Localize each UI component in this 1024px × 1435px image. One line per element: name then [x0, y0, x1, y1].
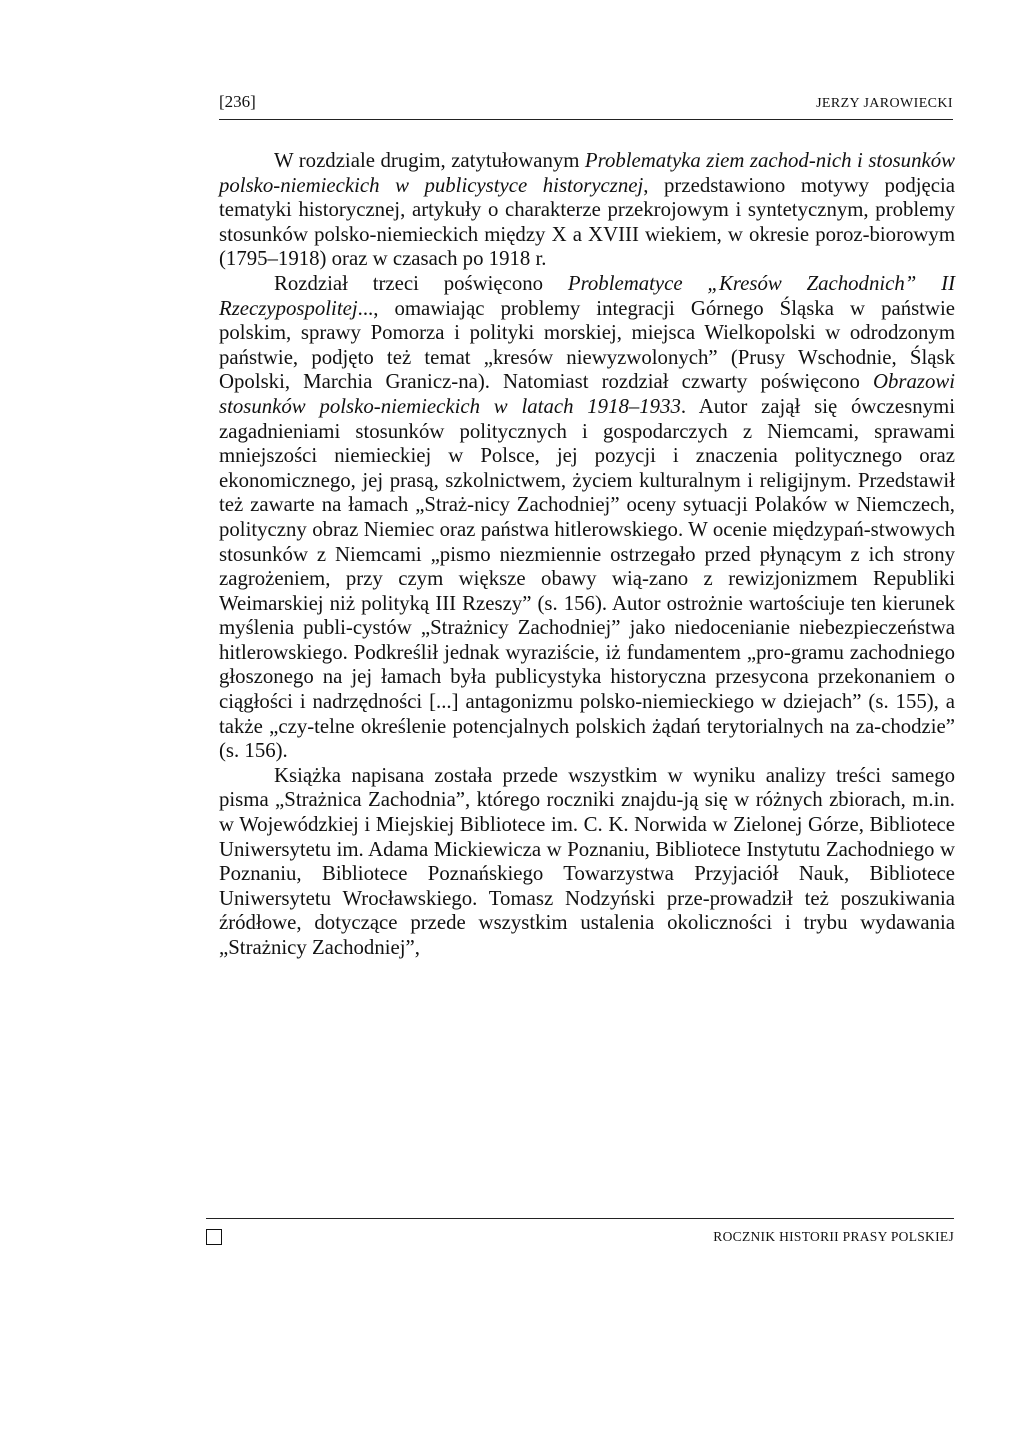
body-text: [219, 149, 955, 961]
italic-title-run: Problematyka ziem zachod-nich i stosunków polsko-niemieckich w publicystyce historycznej: [219, 149, 955, 197]
running-title: JERZY JAROWIECKI: [816, 96, 953, 111]
paragraph: [219, 149, 955, 272]
page-number: [236]: [219, 92, 256, 111]
text-run: , przedstawiono motywy podjęcia tematyki historycznej, artykuły o charakterze przekrojowym i syntetycznym, problemy stosunków polsko-niemieckich między X a XVIII wiekiem, w okresie poroz-biorowym (1795–1918) oraz w czasach po 1918 r.: [219, 173, 955, 271]
italic-title-run: Obrazowi stosunków polsko-niemieckich w latach 1918–1933: [219, 370, 955, 418]
paragraph: [219, 764, 955, 961]
text-run: Rozdział trzeci poświęcono: [274, 271, 568, 295]
text-run: W rozdziale drugim, zatytułowanym: [274, 149, 585, 172]
header-rule: [219, 119, 953, 120]
text-run: Książka napisana została przede wszystkim w wyniku analizy treści samego pisma „Strażnica Zachodnia”, którego roczniki znajdu-ją się w różnych zbiorach, m.in. w Wojewódzkiej i Miejskiej Bibliotece im. C. K. Norwida w Zielonej Górze, Bibliotece Uniwersytetu im. Adama Mickiewicza w Poznaniu, Bibliotece Instytutu Zachodniego w Poznaniu, Bibliotece Poznańskiego Towarzystwa Przyjaciół Nauk, Bibliotece Uniwersytetu Wrocławskiego. Tomasz Nodzyński prze-prowadził też poszukiwania źródłowe, dotyczące przede wszystkim ustalenia okoliczności i trybu wydawania „Strażnicy Zachodniej”,: [219, 763, 955, 959]
paragraph: [219, 272, 955, 764]
journal-name: ROCZNIK HISTORII PRASY POLSKIEJ: [713, 1229, 954, 1244]
page-header: [219, 92, 953, 114]
text-run: . Autor zajął się ówczesnymi zagadnieniami stosunków politycznych i gospodarczych z Niemcami, sprawami mniejszości niemieckiej w Polsce, jej pozycji i znaczenia politycznego oraz ekonomicznego, jej prasą, szkolnictwem, życiem kulturalnym i religijnym. Przedstawił też zawarte na łamach „Straż-nicy Zachodniej” oceny sytuacji Polaków w Niemczech, polityczny obraz Niemiec oraz państwa hitlerowskiego. W ocenie międzypań-stwowych stosunków z Niemcami „pismo niezmiennie ostrzegało przed płynącym z ich strony zagrożeniem, przy czym większe obawy wią-zano z rewizjonizmem Republiki Weimarskiej niż polityką III Rzeszy” (s. 156). Autor ostrożnie wartościuje ten kierunek myślenia publi-cystów „Strażnicy Zachodniej” jako niedocenianie niebezpieczeństwa hitlerowskiego. Podkreślił jednak wyraziście, iż fundamentem „pro-gramu zachodniego głoszonego na jej łamach była publicystyka historyczna przesycona przekonaniem o ciągłości i nadrzędności [...] antagonizmu polsko-niemieckiego w dziejach” (s. 155), a także „czy-telne określenie potencjalnych polskich żądań terytorialnych na za-chodzie” (s. 156).: [219, 394, 955, 763]
footer-rule: [206, 1218, 954, 1219]
text-run: ..., omawiając problemy integracji Górnego Śląska w państwie polskim, sprawy Pomorza i polityki morskiej, miejsca Wielkopolski w odrodzonym państwie, podjęto też temat „kresów niewyzwolonych” (Prusy Wschodnie, Śląsk Opolski, Marchia Granicz-na). Natomiast rozdział czwarty poświęcono: [219, 296, 955, 394]
italic-title-run: Problematyce „Kresów Zachodnich” II Rzeczypospolitej: [219, 271, 955, 320]
page-footer: [206, 1229, 954, 1245]
square-icon: [206, 1229, 222, 1245]
